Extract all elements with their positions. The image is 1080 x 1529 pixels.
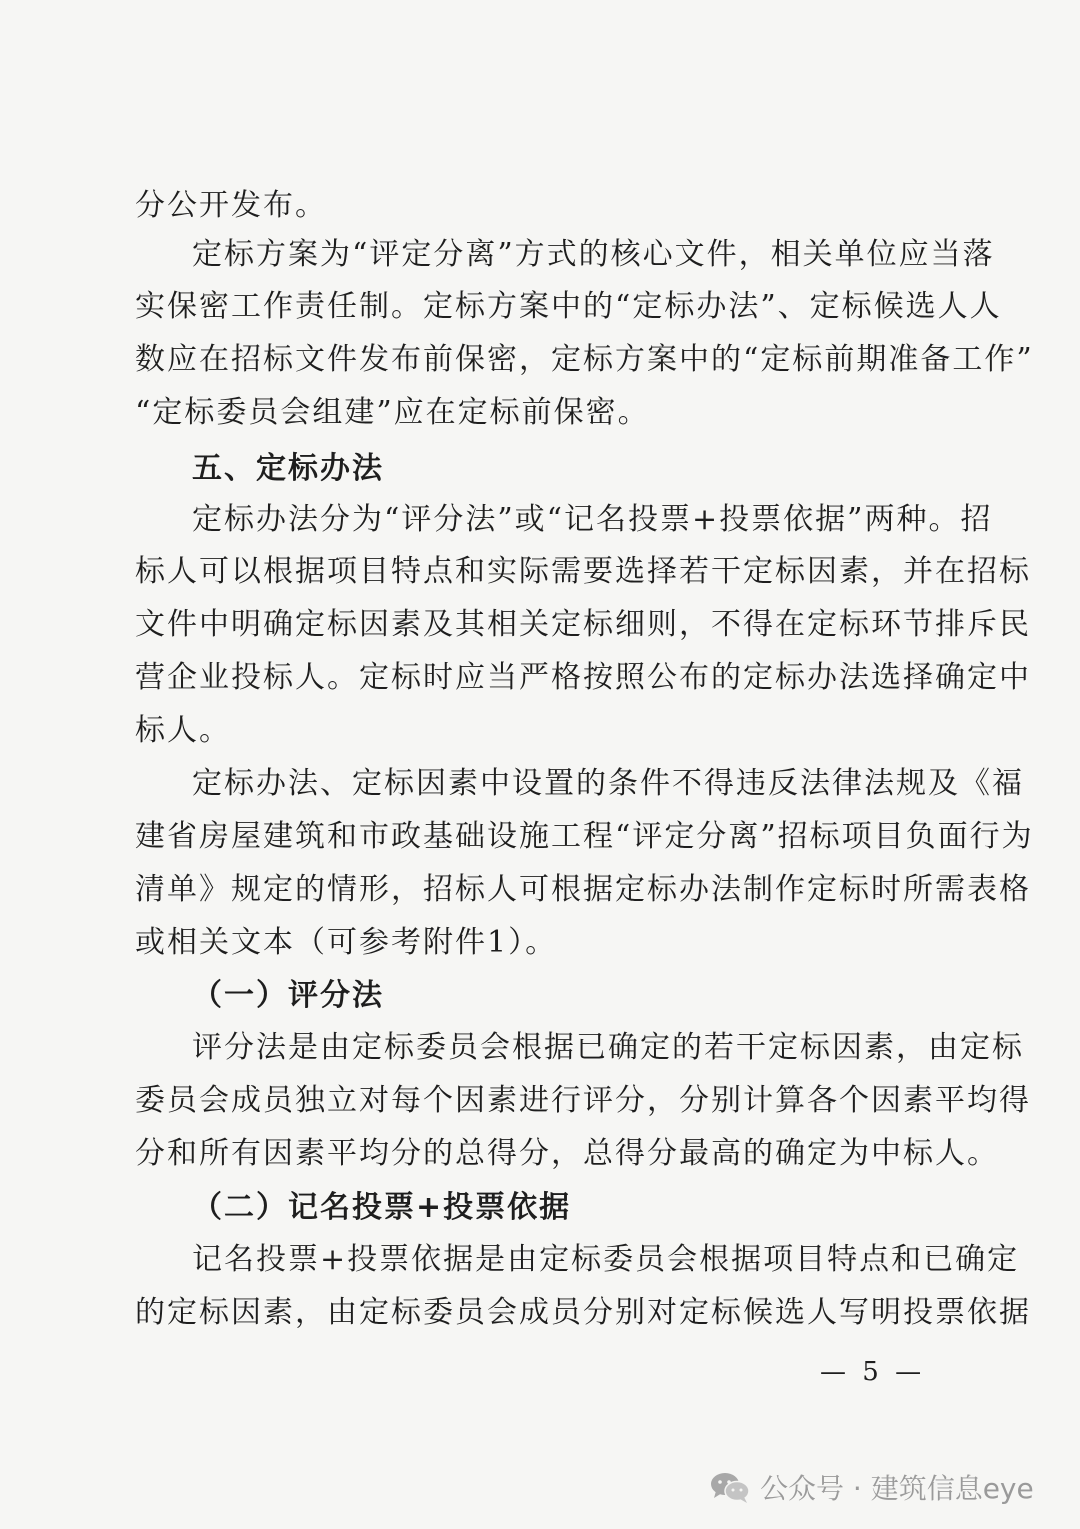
subsection-heading: （一）评分法	[192, 978, 384, 1013]
text-line: 标人可以根据项目特点和实际需要选择若干定标因素，并在招标	[135, 554, 1031, 589]
text-line: 委员会成员独立对每个因素进行评分，分别计算各个因素平均得	[135, 1083, 1031, 1118]
subsection-heading: （二）记名投票+投票依据	[192, 1190, 572, 1225]
text-line: 评分法是由定标委员会根据已确定的若干定标因素，由定标	[192, 1030, 1024, 1065]
text-line: 文件中明确定标因素及其相关定标细则，不得在定标环节排斥民	[135, 607, 1031, 642]
text-line: 定标办法分为“评分法”或“记名投票+投票依据”两种。招	[192, 502, 993, 537]
wechat-icon	[708, 1469, 752, 1505]
text-line: 实保密工作责任制。定标方案中的“定标办法”、定标候选人人	[135, 289, 1002, 324]
text-line: 定标办法、定标因素中设置的条件不得违反法律法规及《福	[192, 766, 1024, 801]
text-line: 记名投票+投票依据是由定标委员会根据项目特点和已确定	[192, 1242, 1020, 1277]
page-number: — 5 —	[820, 1357, 926, 1387]
text-line: 的定标因素，由定标委员会成员分别对定标候选人写明投票依据	[135, 1295, 1031, 1330]
text-line: 清单》规定的情形，招标人可根据定标办法制作定标时所需表格	[135, 872, 1031, 907]
text-line: 标人。	[135, 713, 231, 748]
text-line: 数应在招标文件发布前保密，定标方案中的“定标前期准备工作”	[135, 342, 1034, 377]
text-line: 建省房屋建筑和市政基础设施工程“评定分离”招标项目负面行为	[135, 819, 1034, 854]
watermark	[708, 1462, 1068, 1512]
text-line: 分和所有因素平均分的总得分，总得分最高的确定为中标人。	[135, 1136, 999, 1171]
text-line: 或相关文本（可参考附件1）。	[135, 925, 558, 960]
text-line: 分公开发布。	[135, 188, 327, 223]
section-heading: 五、定标办法	[192, 451, 384, 486]
text-line: “定标委员会组建”应在定标前保密。	[135, 395, 650, 430]
text-line: 定标方案为“评定分离”方式的核心文件，相关单位应当落	[192, 237, 995, 272]
watermark-text: 公众号 · 建筑信息eye	[760, 1472, 1034, 1505]
text-line: 营企业投标人。定标时应当严格按照公布的定标办法选择确定中	[135, 660, 1031, 695]
